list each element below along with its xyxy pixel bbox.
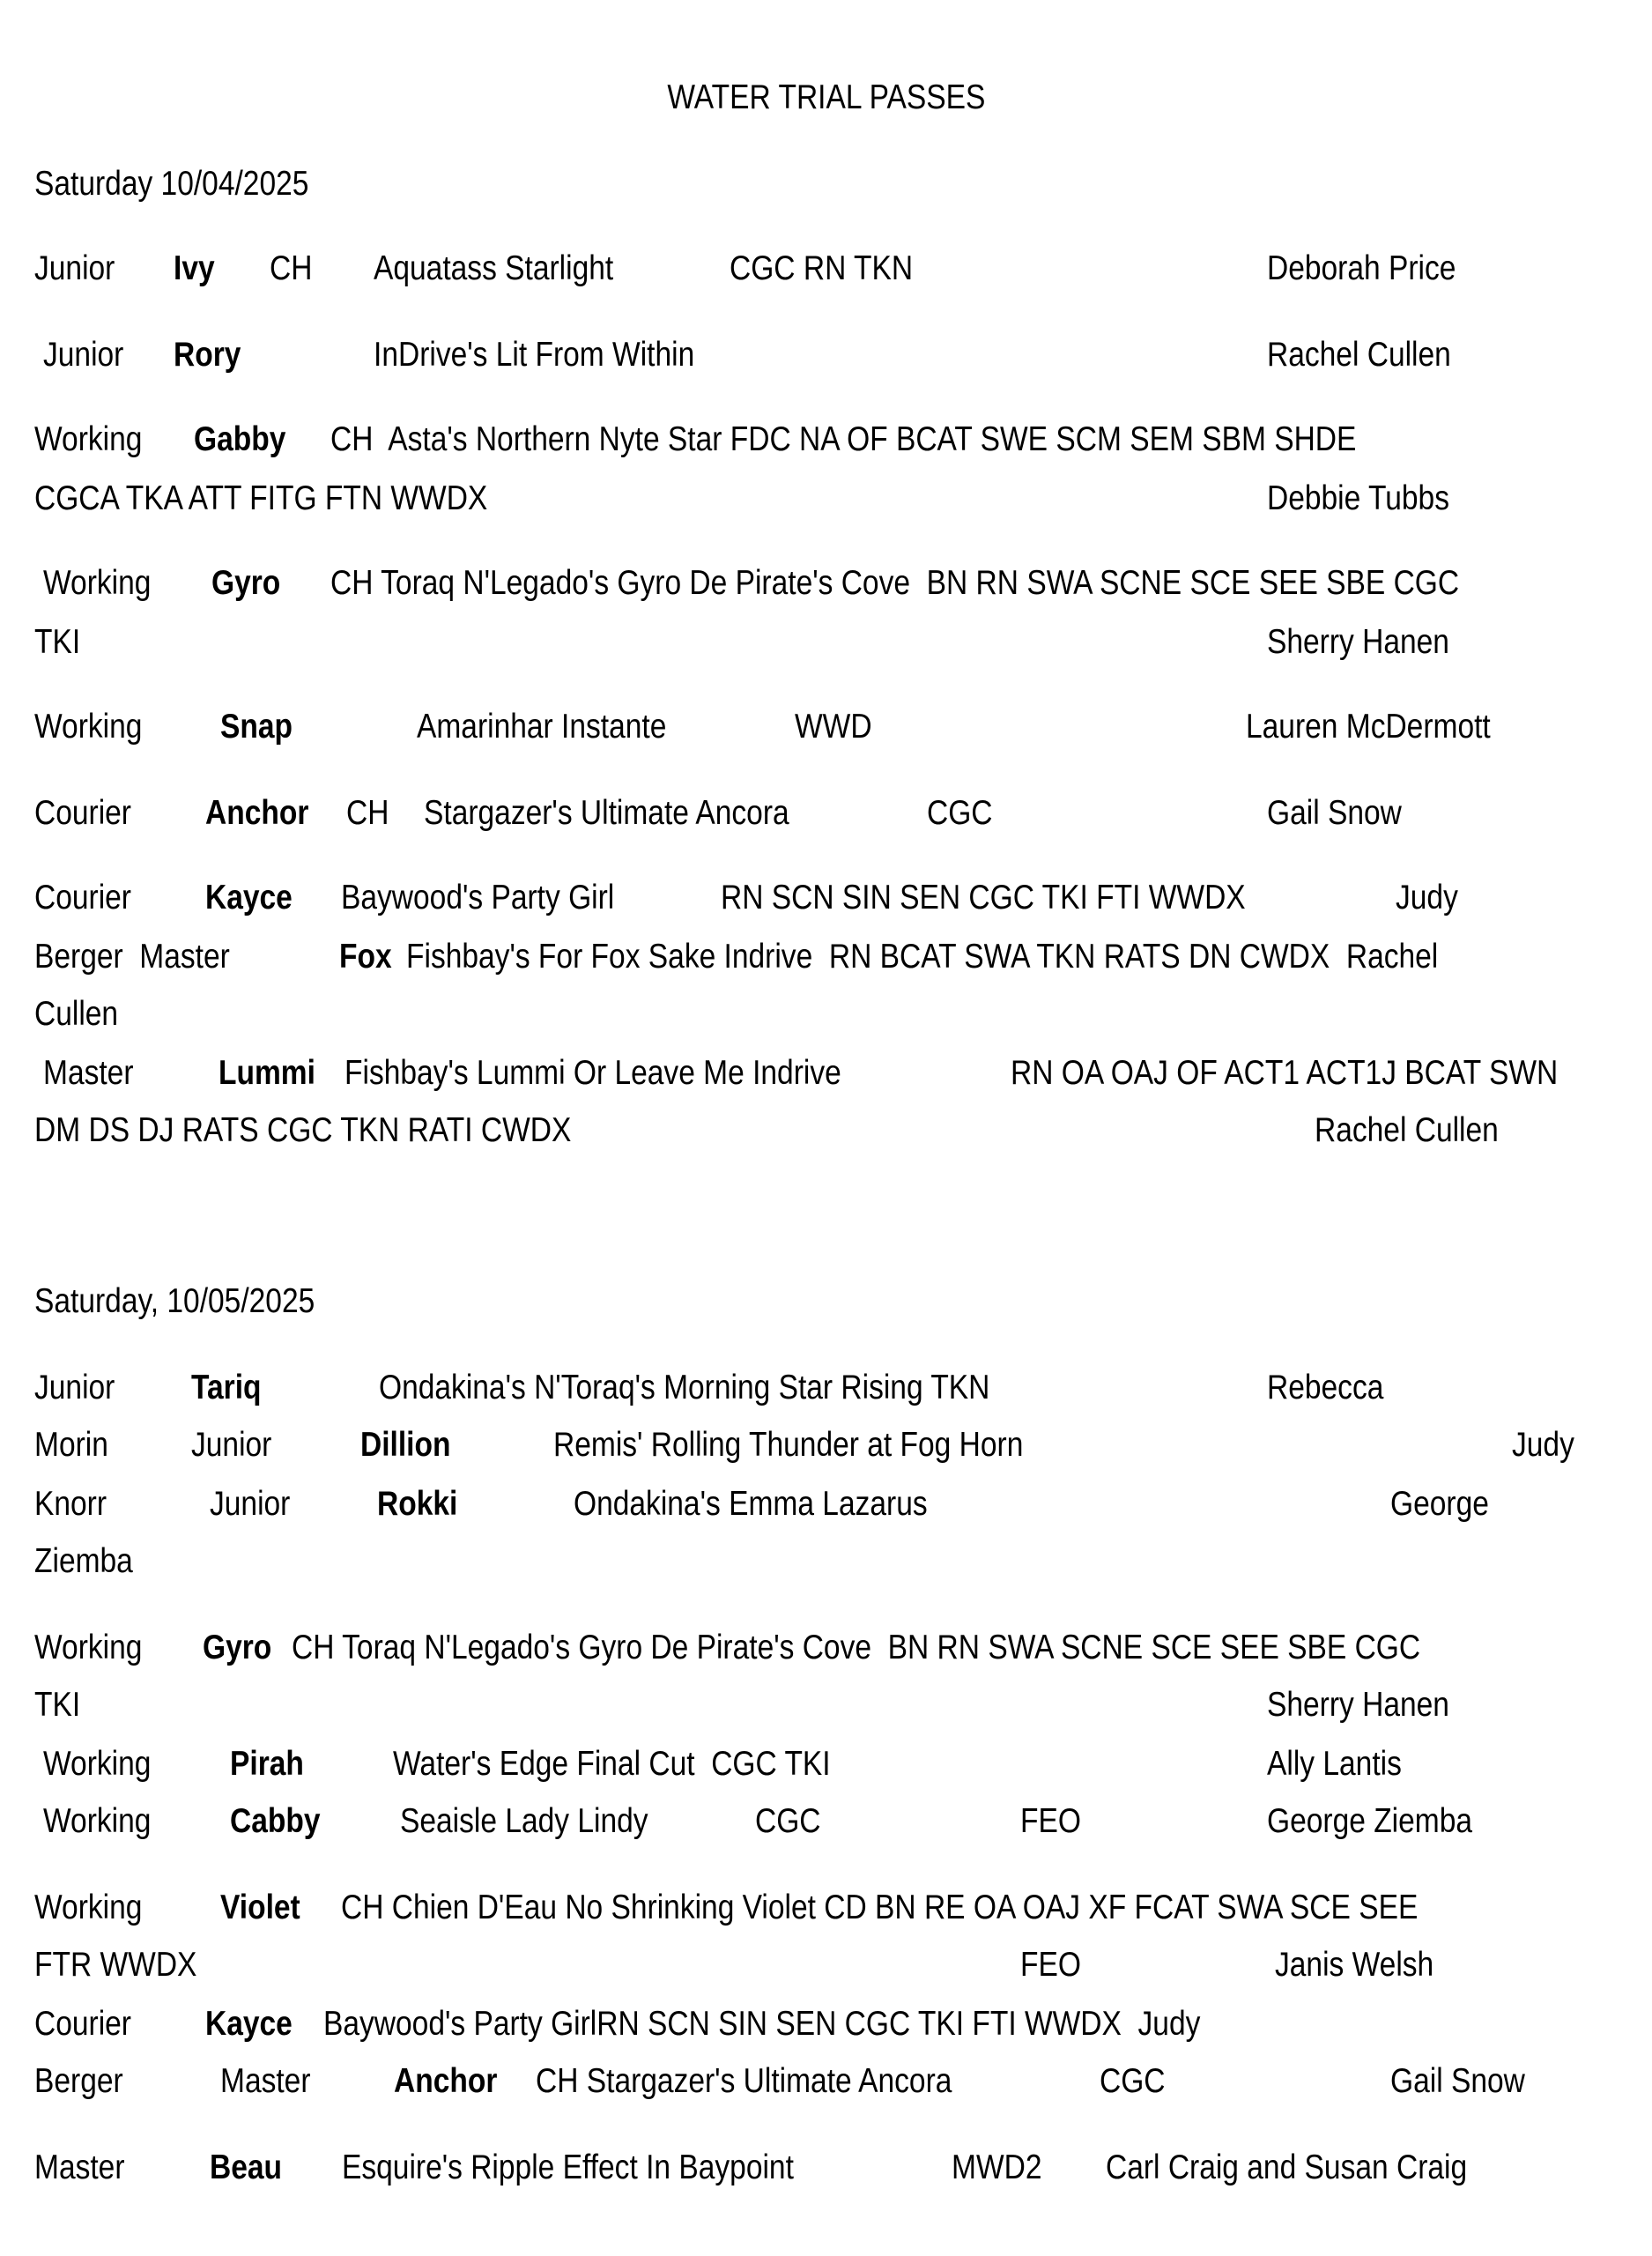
owner-name: George [1390, 1485, 1489, 1523]
entry-line [0, 1740, 1652, 1789]
class-label: Junior [210, 1485, 291, 1523]
title-prefix: CH [346, 794, 389, 832]
entry-line-continued [0, 1106, 1652, 1155]
registered-name-and-titles: Fishbay's For Fox Sake Indrive RN BCAT SWA TKN RATS DN CWDX Rachel [406, 938, 1439, 976]
registered-name: Baywood's Party Girl [341, 879, 615, 916]
class-label: Working [34, 420, 143, 458]
registered-name: Fishbay's Lummi Or Leave Me Indrive [344, 1054, 841, 1092]
dog-call-name: Gyro [203, 1629, 272, 1666]
owner-name: Gail Snow [1267, 794, 1402, 832]
registered-name: CH Stargazer's Ultimate Ancora [536, 2062, 952, 2100]
owner-name: Janis Welsh [1275, 1946, 1434, 1984]
entry-line-continued [0, 474, 1652, 523]
dog-call-name: Cabby [230, 1802, 321, 1840]
owner-name: Knorr [34, 1485, 107, 1523]
registered-name-and-titles: Baywood's Party GirlRN SCN SIN SEN CGC TKI FTI WWDX Judy [323, 2005, 1201, 2043]
class-label: Junior [34, 1369, 115, 1406]
owner-name: Ziemba [34, 1542, 133, 1580]
registered-name: Ondakina's N'Toraq's Morning Star Rising TKN [379, 1369, 990, 1406]
dog-call-name: Pirah [230, 1745, 304, 1783]
owner-name: Debbie Tubbs [1267, 479, 1449, 517]
entry-line [0, 789, 1652, 838]
dog-call-name: Gabby [194, 420, 286, 458]
dog-call-name: Gyro [211, 564, 281, 602]
section-date [0, 1277, 1652, 1326]
class-label: Junior [34, 249, 115, 287]
entry-line-continued [0, 990, 1652, 1039]
owner-name: Rebecca [1267, 1369, 1384, 1406]
title-prefix: CH [270, 249, 313, 287]
class-label: Working [34, 1889, 143, 1926]
entry-line [0, 873, 1652, 923]
dog-call-name: Beau [210, 2148, 283, 2186]
dog-call-name: Lummi [219, 1054, 315, 1092]
entry-line [0, 415, 1652, 464]
registered-name-and-titles: CH Toraq N'Legado's Gyro De Pirate's Cove BN RN SWA SCNE SCE SEE SBE CGC [292, 1629, 1421, 1666]
owner-name: Lauren McDermott [1246, 708, 1491, 746]
class-label: Courier [34, 2005, 131, 2043]
entry-line [0, 1363, 1652, 1413]
owner-name: Judy [1396, 879, 1458, 916]
entry-line [0, 2143, 1652, 2193]
registered-name-and-titles: Water's Edge Final Cut CGC TKI [393, 1745, 831, 1783]
registered-name: InDrive's Lit From Within [374, 336, 695, 374]
class-label: Working [43, 1745, 152, 1783]
dog-call-name: Rokki [377, 1485, 458, 1523]
owner-name: Morin [34, 1426, 108, 1464]
dog-call-name: Rory [174, 336, 241, 374]
titles: CGC [755, 1802, 821, 1840]
entry-line [0, 932, 1652, 982]
dog-call-name: Anchor [205, 794, 309, 832]
owner-name: Deborah Price [1267, 249, 1456, 287]
registered-name: Seaisle Lady Lindy [400, 1802, 648, 1840]
class-label: Working [34, 1629, 143, 1666]
titles: TKI [34, 623, 81, 661]
owner-name: Cullen [34, 995, 119, 1033]
entry-line [0, 330, 1652, 380]
class-label: Junior [43, 336, 124, 374]
document-title: WATER TRIAL PASSES [667, 78, 985, 116]
titles: DM DS DJ RATS CGC TKN RATI CWDX [34, 1111, 572, 1149]
entry-line [0, 1797, 1652, 1846]
class-label: Working [43, 564, 152, 602]
owner-name: Carl Craig and Susan Craig [1106, 2148, 1468, 2186]
owner-name-and-class: Berger Master [34, 938, 230, 976]
titles: MWD2 [952, 2148, 1042, 2186]
owner-name: Berger [34, 2062, 123, 2100]
registered-name-and-titles: CH Toraq N'Legado's Gyro De Pirate's Cove BN RN SWA SCNE SCE SEE SBE CGC [330, 564, 1460, 602]
class-label: Working [34, 708, 143, 746]
class-label: Junior [191, 1426, 272, 1464]
entry-line [0, 1421, 1652, 1470]
class-label: Master [43, 1054, 134, 1092]
feo-marker: FEO [1020, 1802, 1081, 1840]
registered-name: Remis' Rolling Thunder at Fog Horn [553, 1426, 1024, 1464]
titles: RN OA OAJ OF ACT1 ACT1J BCAT SWN [1011, 1054, 1559, 1092]
titles: FTR WWDX [34, 1946, 197, 1984]
dog-call-name: Snap [220, 708, 293, 746]
titles: RN SCN SIN SEN CGC TKI FTI WWDX [721, 879, 1246, 916]
entry-line [0, 2057, 1652, 2106]
registered-name: Aquatass Starlight [374, 249, 614, 287]
class-label: Courier [34, 794, 131, 832]
dog-call-name: Ivy [174, 249, 215, 287]
entry-line [0, 1480, 1652, 1529]
dog-call-name: Anchor [394, 2062, 498, 2100]
entry-line-continued [0, 1537, 1652, 1586]
class-label: Working [43, 1802, 152, 1840]
class-label: Master [34, 2148, 125, 2186]
titles: CGCA TKA ATT FITG FTN WWDX [34, 479, 488, 517]
class-label: Master [220, 2062, 311, 2100]
entry-line [0, 702, 1652, 752]
dog-call-name: Kayce [205, 879, 293, 916]
date-heading: Saturday, 10/05/2025 [34, 1282, 315, 1320]
entry-line [0, 1623, 1652, 1673]
entry-line-continued [0, 618, 1652, 667]
owner-name: Sherry Hanen [1267, 1686, 1449, 1724]
titles: CGC [1100, 2062, 1166, 2100]
date-heading: Saturday 10/04/2025 [34, 165, 309, 203]
titles: CGC RN TKN [730, 249, 914, 287]
section-date [0, 160, 1652, 209]
owner-name: George Ziemba [1267, 1802, 1473, 1840]
registered-name: Esquire's Ripple Effect In Baypoint [342, 2148, 794, 2186]
owner-name: Ally Lantis [1267, 1745, 1402, 1783]
registered-name: Stargazer's Ultimate Ancora [424, 794, 789, 832]
dog-call-name: Dillion [360, 1426, 451, 1464]
registered-name-and-titles: CH Asta's Northern Nyte Star FDC NA OF BCAT SWE SCM SEM SBM SHDE [330, 420, 1357, 458]
registered-name: Ondakina's Emma Lazarus [574, 1485, 928, 1523]
owner-name: Judy [1512, 1426, 1574, 1464]
owner-name: Rachel Cullen [1315, 1111, 1499, 1149]
entry-line [0, 559, 1652, 608]
owner-name: Sherry Hanen [1267, 623, 1449, 661]
owner-name: Gail Snow [1390, 2062, 1525, 2100]
entry-line [0, 1883, 1652, 1933]
entry-line-continued [0, 1681, 1652, 1730]
entry-line-continued [0, 1941, 1652, 1990]
dog-call-name: Tariq [191, 1369, 262, 1406]
registered-name-and-titles: CH Chien D'Eau No Shrinking Violet CD BN RE OA OAJ XF FCAT SWA SCE SEE [341, 1889, 1419, 1926]
entry-line [0, 1049, 1652, 1098]
dog-call-name: Violet [220, 1889, 300, 1926]
registered-name: Amarinhar Instante [417, 708, 667, 746]
class-label: Courier [34, 879, 131, 916]
titles: WWD [795, 708, 872, 746]
owner-name: Rachel Cullen [1267, 336, 1451, 374]
titles: TKI [34, 1686, 81, 1724]
dog-call-name: Fox [339, 938, 392, 976]
titles: CGC [927, 794, 993, 832]
dog-call-name: Kayce [205, 2005, 293, 2043]
entry-line [0, 244, 1652, 293]
entry-line [0, 2000, 1652, 2049]
feo-marker: FEO [1020, 1946, 1081, 1984]
